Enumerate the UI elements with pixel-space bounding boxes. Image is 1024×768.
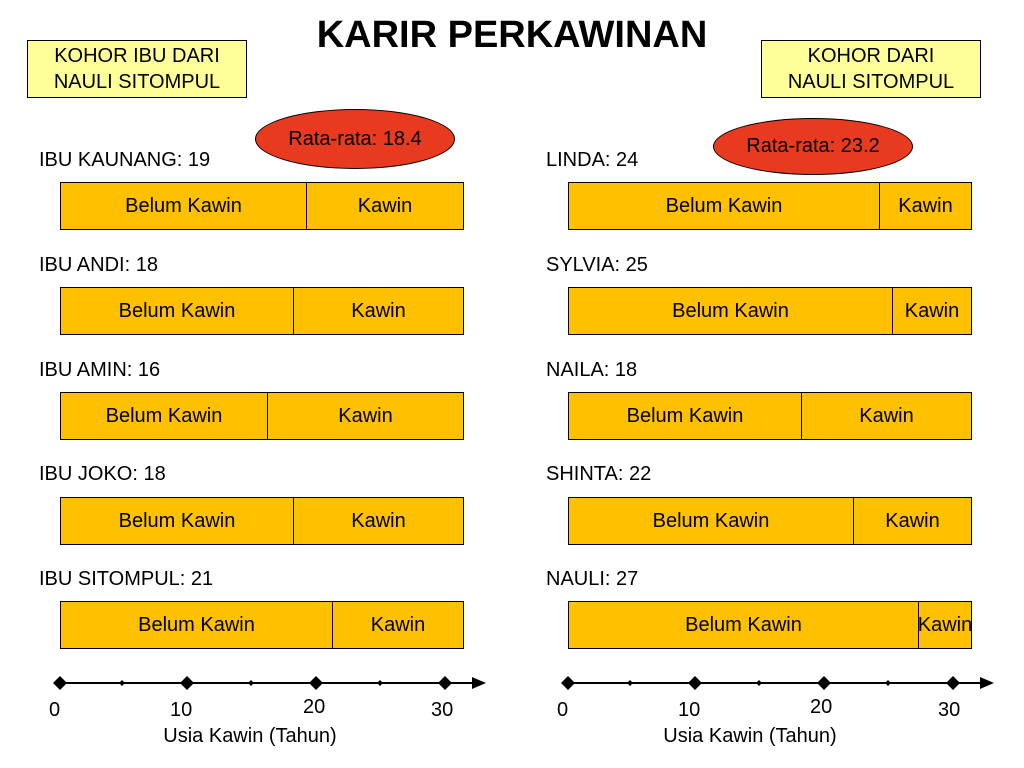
married-segment: Kawin [904,299,960,322]
tick-marker-minor [377,680,383,686]
married-segment: Kawin [370,613,426,636]
right-axis-title: Usia Kawin (Tahun) [663,725,837,747]
right-tick-10: 10 [678,699,701,721]
left-cohort-box: KOHOR IBU DARI NAULI SITOMPUL [27,40,247,98]
single-segment: Belum Kawin [569,288,893,334]
left-bar-4 [60,601,464,649]
married-segment: Kawin [351,509,406,532]
left-bar-0 [60,182,464,230]
left-axis-title: Usia Kawin (Tahun) [163,725,337,747]
left-bar-1 [60,287,464,335]
right-tick-0: 0 [557,699,569,721]
married-segment: Kawin [885,509,940,532]
left-average-ellipse: Rata-rata: 18.4 [255,109,455,169]
tick-marker-major [180,676,194,690]
left-person-label-3: IBU JOKO: 18 [39,463,166,485]
right-bar-2 [568,392,972,440]
axis-arrow-icon [472,677,486,689]
right-person-label-0: LINDA: 24 [546,149,639,171]
left-age-axis [50,671,490,695]
married-segment: Kawin [898,194,953,217]
left-tick-20: 20 [303,696,326,718]
married-segment: Kawin [917,613,973,636]
single-segment: Belum Kawin [61,288,294,334]
right-tick-30: 30 [938,699,961,721]
single-segment: Belum Kawin [61,498,294,544]
left-tick-10: 10 [170,699,193,721]
tick-marker-minor [627,680,633,686]
page-title: KARIR PERKAWINAN [316,14,708,56]
right-average-ellipse: Rata-rata: 23.2 [713,118,913,175]
left-person-label-1: IBU ANDI: 18 [39,254,158,276]
axis-arrow-icon [980,677,994,689]
tick-marker-major [946,676,960,690]
right-person-label-3: SHINTA: 22 [546,463,652,485]
left-bar-3 [60,497,464,545]
right-age-axis [558,671,998,695]
married-segment: Kawin [859,404,914,427]
single-segment: Belum Kawin [569,393,802,439]
tick-marker-minor [756,680,762,686]
left-person-label-4: IBU SITOMPUL: 21 [39,568,214,590]
married-segment: Kawin [351,299,406,322]
left-person-label-0: IBU KAUNANG: 19 [39,149,211,171]
tick-marker-minor [119,680,125,686]
tick-marker-minor [248,680,254,686]
tick-marker-major [309,676,323,690]
married-segment: Kawin [357,194,413,217]
right-cohort-box: KOHOR DARI NAULI SITOMPUL [761,40,981,98]
single-segment: Belum Kawin [569,183,880,229]
tick-marker-major [561,676,575,690]
tick-marker-minor [885,680,891,686]
right-person-label-1: SYLVIA: 25 [546,254,648,276]
tick-marker-major [688,676,702,690]
tick-marker-major [438,676,452,690]
left-person-label-2: IBU AMIN: 16 [39,359,161,381]
right-person-label-4: NAULI: 27 [546,568,639,590]
right-tick-20: 20 [810,696,833,718]
single-segment: Belum Kawin [569,498,854,544]
single-segment: Belum Kawin [61,393,268,439]
right-bar-3 [568,497,972,545]
right-bar-0 [568,182,972,230]
left-tick-0: 0 [49,699,61,721]
married-segment: Kawin [338,404,393,427]
single-segment: Belum Kawin [569,602,919,648]
single-segment: Belum Kawin [61,183,307,229]
right-person-label-2: NAILA: 18 [546,359,638,381]
left-tick-30: 30 [431,699,454,721]
tick-marker-major [817,676,831,690]
right-bar-4 [568,601,972,649]
single-segment: Belum Kawin [61,602,333,648]
right-bar-1 [568,287,972,335]
tick-marker-major [53,676,67,690]
left-bar-2 [60,392,464,440]
